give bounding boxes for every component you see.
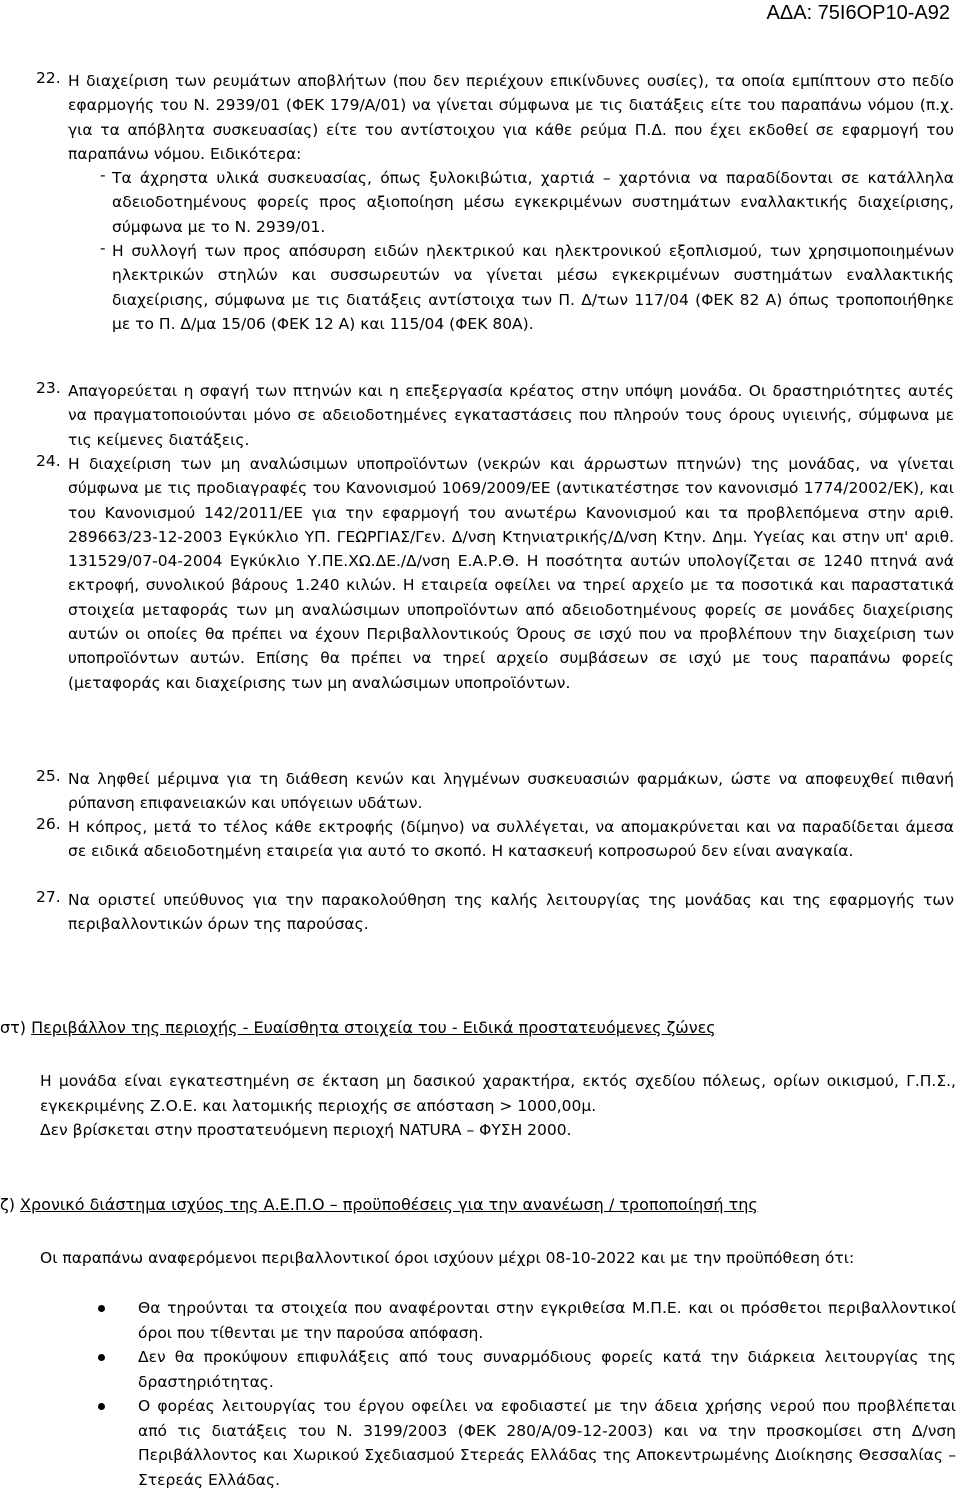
list-item (36, 69, 954, 336)
item-number: 23. (36, 379, 61, 397)
item-text: Η διαχείριση των μη αναλώσιμων υποπροϊόντων (νεκρών και άρρωστων πτηνών) της μονάδας, να γίνεται σύμφωνα με τις προδιαγραφές του Κανονισμού 1069/2009/ΕΕ (αντικατέστησε τον κανονισμό 1774/2002/ΕΚ), και του Κανονισμού 142/2011/ΕΕ για την εφαρμογή του ανωτέρω Κανονισμού και τα προβλεπόμενα στην αριθ. 289663/23-12-2003 Εγκύκλιο ΥΠ. ΓΕΩΡΓΙΑΣ/Γεν. Δ/νση Κτηνιατρικής/Δ/νση Κτην. Δημ. Υγείας και στην υπ' αριθ. 131529/07-04-2004 Εγκύκλιο Υ.ΠΕ.ΧΩ.ΔΕ./Δ/νση Ε.Α.Ρ.Θ. Η ποσότητα αυτών υπολογίζεται σε 1240 πτηνά ανά εκτροφή, συνολικού βάρους 1.240 κιλών. Η εταιρεία οφείλει να τηρεί αρχείο με τα ποσοτικά και παραστατικά στοιχεία μεταφοράς των μη αναλώσιμων υποπροϊόντων από αδειοδοτημένους φορείς σε μονάδες διαχείρισης αυτών οι οποίες θα πρέπει να έχουν Περιβαλλοντικούς Όρους σε ισχύ που να προβλέπουν την διαχείριση των υποπροϊόντων αυτών. Επίσης θα πρέπει να τηρεί αρχείο συμβάσεων σε ισχύ με τους παραπάνω φορείς (μεταφοράς και διαχείρισης των μη αναλώσιμων υποπροϊόντων. (68, 455, 954, 692)
bullet-icon (98, 1305, 105, 1312)
bullet-item (98, 1345, 956, 1394)
section-prefix: ζ) (0, 1195, 21, 1214)
sub-item (100, 239, 954, 336)
section-heading (0, 1195, 758, 1214)
paragraph: Η μονάδα είναι εγκατεστημένη σε έκταση μη δασικού χαρακτήρα, εκτός σχεδίου πόλεως, ορίων οικισμού, Γ.Π.Σ., εγκεκριμένης Ζ.Ο.Ε. και λατομικής περιοχής σε απόσταση > 1000,00μ. (40, 1072, 956, 1115)
item-number: 25. (36, 767, 61, 785)
dash-marker: - (100, 166, 106, 185)
bullet-item (98, 1296, 956, 1345)
item-text: Απαγορεύεται η σφαγή των πτηνών και η επεξεργασία κρέατος στην υπόψη μονάδα. Οι δραστηριότητες αυτές να πραγματοποιούνται μόνο σε αδειοδοτημένες εγκαταστάσεις που πληρούν τους όρους υγιεινής, σύμφωνα με τις κείμενες διατάξεις. (68, 382, 954, 449)
list-item (36, 379, 954, 452)
list-item (36, 888, 954, 937)
section-title: Περιβάλλον της περιοχής - Ευαίσθητα στοιχεία του - Ειδικά προστατευόμενες ζώνες (31, 1018, 716, 1037)
list-item (36, 815, 954, 864)
item-number: 27. (36, 888, 61, 906)
list-item (36, 452, 954, 695)
document-code: ΑΔΑ: 75Ι6ΟΡ10-Α92 (766, 2, 950, 24)
bullet-text: Δεν θα προκύψουν επιφυλάξεις από τους συναρμόδιους φορείς κατά την διάρκεια λειτουργίας της δραστηριότητας. (138, 1348, 956, 1391)
sub-item (100, 166, 954, 239)
item-number: 22. (36, 69, 61, 87)
paragraph: Οι παραπάνω αναφερόμενοι περιβαλλοντικοί όροι ισχύουν μέχρι 08-10-2022 και με την προϋπόθεση ότι: (40, 1249, 855, 1267)
item-text: Να οριστεί υπεύθυνος για την παρακολούθηση της καλής λειτουργίας της μονάδας και της εφαρμογής των περιβαλλοντικών όρων της παρούσας. (68, 891, 954, 934)
section-heading (0, 1018, 716, 1037)
bullet-list (98, 1296, 956, 1492)
bullet-text: Θα τηρούνται τα στοιχεία που αναφέρονται στην εγκριθείσα Μ.Π.Ε. και οι πρόσθετοι περιβαλλοντικοί όροι που τίθενται με την παρούσα απόφαση. (138, 1299, 956, 1342)
bullet-item (98, 1394, 956, 1492)
section-title: Χρονικό διάστημα ισχύος της Α.Ε.Π.Ο – προϋποθέσεις για την ανανέωση / τροποποίησή της (20, 1195, 758, 1214)
list-item (36, 767, 954, 816)
sub-item-text: Η συλλογή των προς απόσυρση ειδών ηλεκτρικού και ηλεκτρονικού εξοπλισμού, των χρησιμοποιημένων ηλεκτρικών στηλών και συσσωρευτών να γίνεται μέσω εγκεκριμένων συστημάτων εναλλακτικής διαχείρισης, σύμφωνα με τις διατάξεις αντίστοιχα των Π. Δ/των 117/04 (ΦΕΚ 82 Α) όπως τροποποιήθηκε με το Π. Δ/μα 15/06 (ΦΕΚ 12 Α) και 115/04 (ΦΕΚ 80Α). (112, 242, 954, 333)
bullet-text: Ο φορέας λειτουργίας του έργου οφείλει να εφοδιαστεί με την άδεια χρήσης νερού που προβλέπεται από τις διατάξεις του Ν. 3199/2003 (ΦΕΚ 280/Α/09-12-2003) και να την προσκομίσει στη Δ/νση Περιβάλλοντος και Χωρικού Σχεδιασμού Στερεάς Ελλάδας της Αποκεντρωμένης Διοίκησης Θεσσαλίας – Στερεάς Ελλάδας. (138, 1397, 956, 1489)
item-text: Η κόπρος, μετά το τέλος κάθε εκτροφής (δίμηνο) να συλλέγεται, να απομακρύνεται και να παραδίδεται άμεσα σε ειδικά αδειοδοτημένη εταιρεία για αυτό το σκοπό. Η κατασκευή κοπροσωρού δεν είναι αναγκαία. (68, 818, 954, 861)
bullet-icon (98, 1403, 105, 1410)
item-text: Να ληφθεί μέριμνα για τη διάθεση κενών και ληγμένων συσκευασιών φαρμάκων, ώστε να αποφευχθεί πιθανή ρύπανση επιφανειακών και υπόγειων υδάτων. (68, 770, 954, 813)
section-prefix: στ) (0, 1018, 32, 1037)
bullet-icon (98, 1354, 105, 1361)
item-text: Η διαχείριση των ρευμάτων αποβλήτων (που δεν περιέχουν επικίνδυνες ουσίες), τα οποία εμπίπτουν στο πεδίο εφαρμογής του Ν. 2939/01 (ΦΕΚ 179/Α/01) να γίνεται σύμφωνα με τις διατάξεις είτε του παραπάνω νόμου (π.χ. για τα απόβλητα συσκευασίας) είτε του αντίστοιχου για κάθε ρεύμα Π.Δ. που έχει εκδοθεί σε εφαρμογή του παραπάνω νόμου. Ειδικότερα: (68, 72, 954, 163)
item-number: 24. (36, 452, 61, 470)
dash-marker: - (100, 239, 106, 258)
paragraph: Δεν βρίσκεται στην προστατευόμενη περιοχή NATURA – ΦΥΣΗ 2000. (40, 1121, 572, 1139)
item-number: 26. (36, 815, 61, 833)
sub-item-text: Τα άχρηστα υλικά συσκευασίας, όπως ξυλοκιβώτια, χαρτιά – χαρτόνια να παραδίδονται σε κατάλληλα αδειοδοτημένους φορείς προς αξιοποίηση μέσω εγκεκριμένων συστημάτων εναλλακτικής διαχείρισης, σύμφωνα με το Ν. 2939/01. (112, 169, 954, 236)
